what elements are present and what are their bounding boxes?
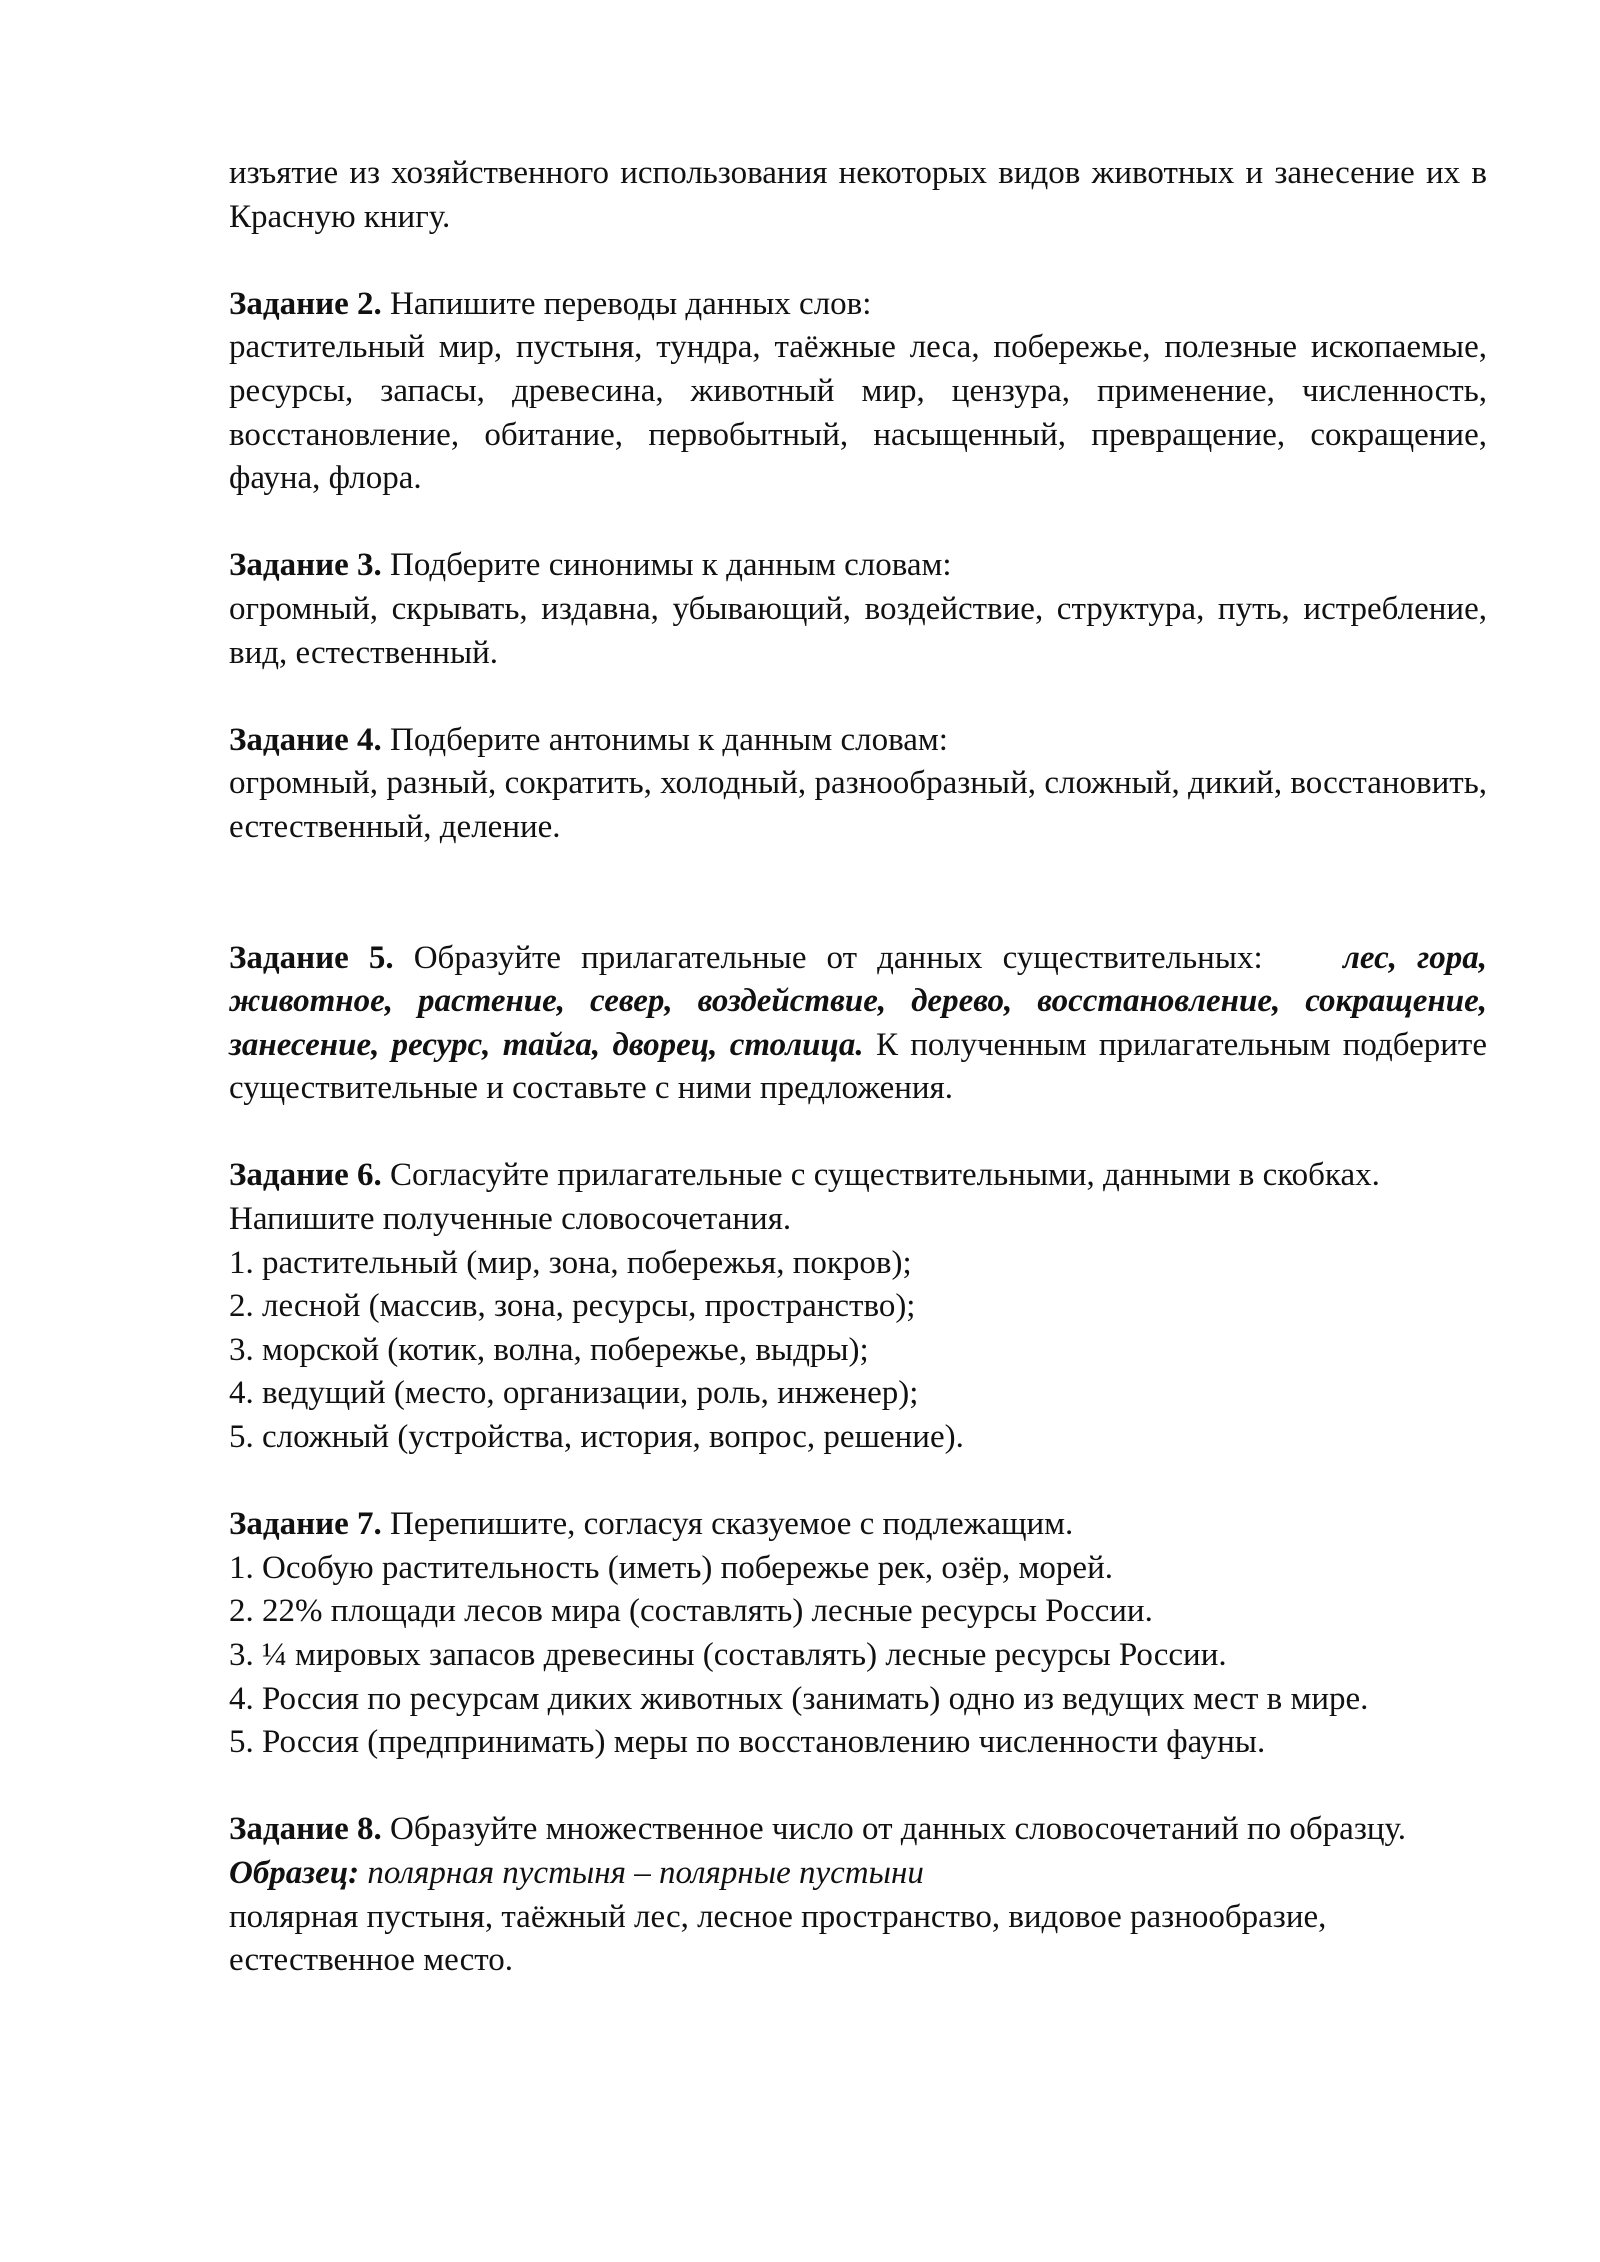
task-8 (229, 1808, 1487, 1982)
task-8-label: Задание 8. (229, 1811, 382, 1848)
task-2-words: растительный мир, пустыня, тундра, таёжные леса, побережье, полезные ископаемые, ресурсы, запасы, древесина, животный мир, цензура, применение, численность, восстановление, обитание, первобытный, насыщенный, превращение, сокращение, фауна, флора. (229, 329, 1487, 497)
task-6-instruction: Согласуйте прилагательные с существительными, данными в скобках. Напишите полученные словосочетания. (229, 1157, 1380, 1238)
task-3-instruction: Подберите синонимы к данным словам: (390, 547, 952, 584)
task-6-label: Задание 6. (229, 1157, 382, 1194)
task-4-instruction: Подберите антонимы к данным словам: (390, 721, 948, 758)
intro-text: изъятие из хозяйственного использования некоторых видов животных и занесение их в Красную книгу. (229, 155, 1487, 235)
task-7-item: 3. ¼ мировых запасов древесины (составлять) лесные ресурсы России. (229, 1637, 1227, 1673)
task-7-item: 5. Россия (предпринимать) меры по восстановлению численности фауны. (229, 1724, 1266, 1761)
task-5 (229, 937, 1487, 1111)
task-7 (229, 1503, 1487, 1765)
intro-paragraph (229, 152, 1487, 239)
task-6-item: 4. ведущий (место, организации, роль, инженер); (229, 1375, 919, 1412)
task-7-item: 2. 22% площади лесов мира (составлять) лесные ресурсы России. (229, 1593, 1153, 1630)
task-6-item: 1. растительный (мир, зона, побережья, покров); (229, 1244, 912, 1281)
task-7-instruction: Перепишите, согласуя сказуемое с подлежащим. (390, 1506, 1074, 1543)
task-4-label: Задание 4. (229, 721, 382, 758)
task-7-label: Задание 7. (229, 1506, 382, 1543)
task-8-instruction: Образуйте множественное число от данных словосочетаний по образцу. (390, 1811, 1406, 1848)
task-5-tail: К полученным прилагательным подберите существительные и составьте с ними предложения. (229, 1026, 1487, 1107)
task-5-nouns: лес, гора, животное, растение, север, воздействие, дерево, восстановление, сокращение, занесение, ресурс, тайга, дворец, столица. (229, 939, 1488, 1063)
task-3-words: огромный, скрывать, издавна, убывающий, воздействие, структура, путь, истребление, вид, естественный. (229, 590, 1487, 671)
task-4 (229, 719, 1487, 850)
task-2-instruction: Напишите переводы данных слов: (390, 285, 872, 322)
document-page (229, 152, 1487, 2026)
task-7-item: 1. Особую растительность (иметь) побережье рек, озёр, морей. (229, 1549, 1113, 1586)
task-8-sample-text: полярная пустыня – полярные пустыни (367, 1854, 924, 1891)
task-8-words: полярная пустыня, таёжный лес, лесное пространство, видовое разнообразие, естественное место. (229, 1898, 1327, 1979)
task-6-item: 5. сложный (устройства, история, вопрос, решение). (229, 1419, 964, 1456)
task-8-sample-label: Образец: (229, 1854, 360, 1891)
task-5-instruction: Образуйте прилагательные от данных существительных: (413, 939, 1263, 976)
task-5-label: Задание 5. (229, 939, 394, 976)
task-7-item: 4. Россия по ресурсам диких животных (занимать) одно из ведущих мест в мире. (229, 1680, 1369, 1717)
task-2-label: Задание 2. (229, 285, 382, 322)
task-6-item: 2. лесной (массив, зона, ресурсы, пространство); (229, 1288, 916, 1325)
task-2 (229, 283, 1487, 501)
task-6 (229, 1154, 1487, 1459)
task-3-label: Задание 3. (229, 547, 382, 584)
task-3 (229, 544, 1487, 675)
task-6-item: 3. морской (котик, волна, побережье, выдры); (229, 1331, 869, 1368)
task-4-words: огромный, разный, сократить, холодный, разнообразный, сложный, дикий, восстановить, естественный, деление. (229, 765, 1487, 845)
